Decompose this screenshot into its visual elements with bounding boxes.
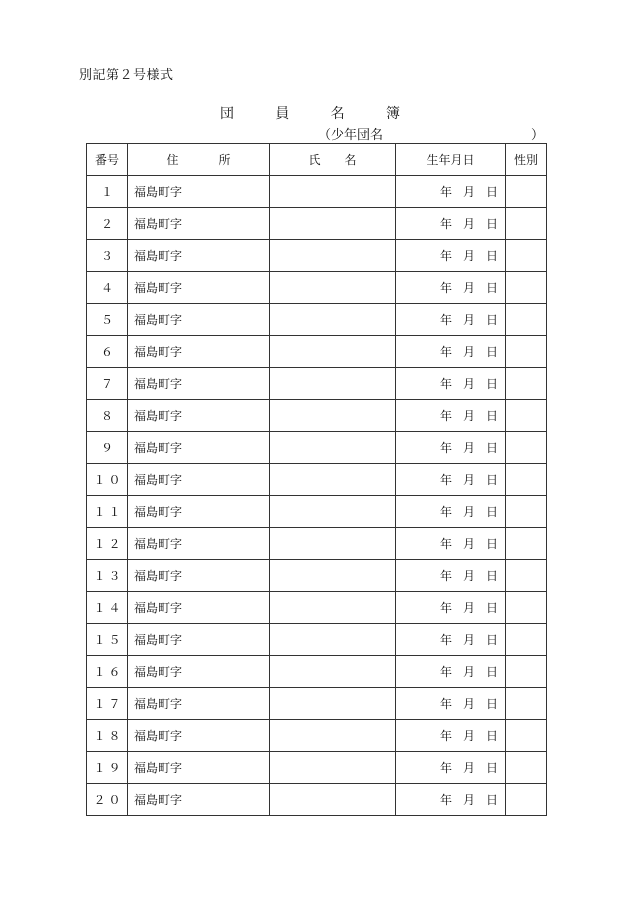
name-cell[interactable]: [270, 592, 396, 624]
header-number: 番号: [87, 144, 128, 176]
name-cell[interactable]: [270, 624, 396, 656]
birthdate-cell[interactable]: [396, 592, 506, 624]
address-cell[interactable]: [128, 496, 270, 528]
date-unit-year: 年: [440, 569, 453, 583]
table-row: [87, 432, 547, 464]
date-unit-month: 月: [462, 313, 475, 327]
table-row: [87, 560, 547, 592]
name-cell[interactable]: [270, 528, 396, 560]
date-unit-day: 日: [485, 249, 498, 263]
sex-cell[interactable]: [506, 560, 547, 592]
name-cell[interactable]: [270, 176, 396, 208]
address-prefix: 福島町字: [134, 441, 183, 455]
table-row: [87, 272, 547, 304]
name-cell[interactable]: [270, 336, 396, 368]
date-unit-day: 日: [485, 505, 498, 519]
sex-cell[interactable]: [506, 656, 547, 688]
date-unit-month: 月: [462, 409, 475, 423]
date-unit-year: 年: [440, 793, 453, 807]
sex-cell[interactable]: [506, 720, 547, 752]
name-cell[interactable]: [270, 784, 396, 816]
row-number: １４: [87, 592, 128, 624]
address-cell[interactable]: [128, 304, 270, 336]
birthdate-cell[interactable]: [396, 336, 506, 368]
table-row: [87, 464, 547, 496]
date-unit-year: 年: [440, 761, 453, 775]
sex-cell[interactable]: [506, 176, 547, 208]
address-cell[interactable]: [128, 464, 270, 496]
date-unit-year: 年: [440, 633, 453, 647]
date-unit-month: 月: [462, 505, 475, 519]
birthdate-cell[interactable]: [396, 624, 506, 656]
address-prefix: 福島町字: [134, 569, 183, 583]
birthdate-cell[interactable]: [396, 496, 506, 528]
sex-cell[interactable]: [506, 496, 547, 528]
group-name-label: （少年団名: [318, 128, 384, 143]
table-row: [87, 656, 547, 688]
address-prefix: 福島町字: [134, 729, 183, 743]
title-char: 員: [275, 106, 290, 122]
table-row: [87, 208, 547, 240]
birthdate-cell[interactable]: [396, 432, 506, 464]
name-cell[interactable]: [270, 304, 396, 336]
date-unit-year: 年: [440, 377, 453, 391]
group-name-close: ）: [530, 128, 544, 143]
date-unit-day: 日: [485, 697, 498, 711]
header-name-char: 名: [344, 153, 357, 167]
row-number: １６: [87, 656, 128, 688]
date-unit-month: 月: [462, 761, 475, 775]
sex-cell[interactable]: [506, 528, 547, 560]
header-address: [128, 144, 270, 176]
title-char: 団: [220, 106, 234, 122]
name-cell[interactable]: [270, 752, 396, 784]
name-cell[interactable]: [270, 208, 396, 240]
date-unit-month: 月: [462, 281, 475, 295]
birthdate-cell[interactable]: [396, 784, 506, 816]
sex-cell[interactable]: [506, 432, 547, 464]
date-unit-month: 月: [462, 601, 475, 615]
address-prefix: 福島町字: [134, 505, 183, 519]
date-unit-month: 月: [462, 665, 475, 679]
date-unit-year: 年: [440, 601, 453, 615]
row-number: １５: [87, 624, 128, 656]
table-row: [87, 496, 547, 528]
table-row: [87, 784, 547, 816]
table-row: [87, 688, 547, 720]
table-row: [87, 368, 547, 400]
row-number: ５: [87, 304, 128, 336]
table-row: [87, 400, 547, 432]
row-number: １: [87, 176, 128, 208]
sex-cell[interactable]: [506, 592, 547, 624]
date-unit-day: 日: [485, 761, 498, 775]
date-unit-month: 月: [462, 345, 475, 359]
table-row: [87, 720, 547, 752]
date-unit-month: 月: [462, 729, 475, 743]
date-unit-month: 月: [462, 793, 475, 807]
table-header-row: [87, 144, 547, 176]
name-cell[interactable]: [270, 688, 396, 720]
address-prefix: 福島町字: [134, 473, 183, 487]
date-unit-day: 日: [485, 185, 498, 199]
sex-cell[interactable]: [506, 400, 547, 432]
date-unit-year: 年: [440, 409, 453, 423]
sex-cell[interactable]: [506, 304, 547, 336]
date-unit-year: 年: [440, 281, 453, 295]
title-char: 名: [330, 106, 345, 122]
address-cell[interactable]: [128, 720, 270, 752]
name-cell[interactable]: [270, 656, 396, 688]
address-prefix: 福島町字: [134, 409, 183, 423]
birthdate-cell[interactable]: [396, 304, 506, 336]
sex-cell[interactable]: [506, 688, 547, 720]
address-cell[interactable]: [128, 176, 270, 208]
birthdate-cell[interactable]: [396, 208, 506, 240]
date-unit-month: 月: [462, 441, 475, 455]
address-cell[interactable]: [128, 528, 270, 560]
date-unit-day: 日: [485, 729, 498, 743]
date-unit-month: 月: [462, 633, 475, 647]
date-unit-year: 年: [440, 697, 453, 711]
table-row: [87, 592, 547, 624]
date-unit-day: 日: [485, 377, 498, 391]
row-number: １２: [87, 528, 128, 560]
row-number: ８: [87, 400, 128, 432]
date-unit-day: 日: [485, 217, 498, 231]
address-prefix: 福島町字: [134, 345, 183, 359]
date-unit-day: 日: [485, 569, 498, 583]
sex-cell[interactable]: [506, 624, 547, 656]
address-cell[interactable]: [128, 208, 270, 240]
date-unit-year: 年: [440, 505, 453, 519]
date-unit-year: 年: [440, 249, 453, 263]
address-prefix: 福島町字: [134, 601, 183, 615]
table-row: [87, 624, 547, 656]
row-number: ３: [87, 240, 128, 272]
name-cell[interactable]: [270, 368, 396, 400]
header-sex: 性別: [506, 144, 547, 176]
address-prefix: 福島町字: [134, 793, 183, 807]
address-cell[interactable]: [128, 784, 270, 816]
birthdate-cell[interactable]: [396, 528, 506, 560]
name-cell[interactable]: [270, 720, 396, 752]
sex-cell[interactable]: [506, 336, 547, 368]
sex-cell[interactable]: [506, 368, 547, 400]
address-prefix: 福島町字: [134, 185, 183, 199]
row-number: ４: [87, 272, 128, 304]
date-unit-year: 年: [440, 313, 453, 327]
address-prefix: 福島町字: [134, 313, 183, 327]
name-cell[interactable]: [270, 432, 396, 464]
birthdate-cell[interactable]: [396, 560, 506, 592]
table-row: [87, 752, 547, 784]
date-unit-day: 日: [485, 281, 498, 295]
address-prefix: 福島町字: [134, 761, 183, 775]
address-prefix: 福島町字: [134, 281, 183, 295]
address-prefix: 福島町字: [134, 665, 183, 679]
row-number: ６: [87, 336, 128, 368]
date-unit-month: 月: [462, 185, 475, 199]
date-unit-year: 年: [440, 345, 453, 359]
name-cell[interactable]: [270, 560, 396, 592]
sex-cell[interactable]: [506, 208, 547, 240]
row-number: １８: [87, 720, 128, 752]
name-cell[interactable]: [270, 240, 396, 272]
header-address-char: 所: [218, 153, 231, 167]
date-unit-month: 月: [462, 249, 475, 263]
row-number: ２０: [87, 784, 128, 816]
address-cell[interactable]: [128, 688, 270, 720]
address-cell[interactable]: [128, 752, 270, 784]
address-prefix: 福島町字: [134, 537, 183, 551]
date-unit-year: 年: [440, 441, 453, 455]
member-roster-table: [86, 143, 547, 816]
row-number: ９: [87, 432, 128, 464]
sex-cell[interactable]: [506, 240, 547, 272]
table-row: [87, 176, 547, 208]
table-row: [87, 304, 547, 336]
name-cell[interactable]: [270, 464, 396, 496]
title-char: 簿: [385, 106, 400, 122]
table-row: [87, 528, 547, 560]
date-unit-day: 日: [485, 345, 498, 359]
address-cell[interactable]: [128, 592, 270, 624]
sex-cell[interactable]: [506, 464, 547, 496]
birthdate-cell[interactable]: [396, 464, 506, 496]
birthdate-cell[interactable]: [396, 688, 506, 720]
birthdate-cell[interactable]: [396, 240, 506, 272]
header-name-char: 氏: [308, 153, 321, 167]
birthdate-cell[interactable]: [396, 400, 506, 432]
date-unit-day: 日: [485, 633, 498, 647]
address-cell[interactable]: [128, 656, 270, 688]
date-unit-year: 年: [440, 185, 453, 199]
group-name-line: [318, 124, 544, 143]
address-cell[interactable]: [128, 240, 270, 272]
header-birthdate: 生年月日: [396, 144, 506, 176]
row-number: １０: [87, 464, 128, 496]
row-number: １７: [87, 688, 128, 720]
form-label: 別記第２号様式: [79, 68, 174, 83]
address-prefix: 福島町字: [134, 249, 183, 263]
date-unit-year: 年: [440, 729, 453, 743]
header-address-char: 住: [166, 153, 179, 167]
date-unit-year: 年: [440, 217, 453, 231]
sex-cell[interactable]: [506, 272, 547, 304]
date-unit-day: 日: [485, 409, 498, 423]
birthdate-cell[interactable]: [396, 368, 506, 400]
name-cell[interactable]: [270, 400, 396, 432]
row-number: ７: [87, 368, 128, 400]
date-unit-day: 日: [485, 441, 498, 455]
document-title: [220, 103, 400, 123]
birthdate-cell[interactable]: [396, 656, 506, 688]
address-cell[interactable]: [128, 336, 270, 368]
address-cell[interactable]: [128, 368, 270, 400]
date-unit-day: 日: [485, 601, 498, 615]
name-cell[interactable]: [270, 496, 396, 528]
row-number: １１: [87, 496, 128, 528]
row-number: １３: [87, 560, 128, 592]
address-cell[interactable]: [128, 432, 270, 464]
date-unit-day: 日: [485, 665, 498, 679]
date-unit-year: 年: [440, 665, 453, 679]
date-unit-day: 日: [485, 793, 498, 807]
address-prefix: 福島町字: [134, 217, 183, 231]
date-unit-month: 月: [462, 697, 475, 711]
name-cell[interactable]: [270, 272, 396, 304]
sex-cell[interactable]: [506, 784, 547, 816]
birthdate-cell[interactable]: [396, 176, 506, 208]
date-unit-month: 月: [462, 217, 475, 231]
address-cell[interactable]: [128, 400, 270, 432]
date-unit-day: 日: [485, 537, 498, 551]
row-number: １９: [87, 752, 128, 784]
table-row: [87, 336, 547, 368]
address-cell[interactable]: [128, 624, 270, 656]
birthdate-cell[interactable]: [396, 752, 506, 784]
date-unit-month: 月: [462, 377, 475, 391]
date-unit-month: 月: [462, 537, 475, 551]
address-prefix: 福島町字: [134, 377, 183, 391]
address-prefix: 福島町字: [134, 697, 183, 711]
date-unit-month: 月: [462, 473, 475, 487]
date-unit-day: 日: [485, 313, 498, 327]
sex-cell[interactable]: [506, 752, 547, 784]
address-prefix: 福島町字: [134, 633, 183, 647]
table-row: [87, 240, 547, 272]
birthdate-cell[interactable]: [396, 272, 506, 304]
date-unit-month: 月: [462, 569, 475, 583]
address-cell[interactable]: [128, 272, 270, 304]
date-unit-day: 日: [485, 473, 498, 487]
row-number: ２: [87, 208, 128, 240]
date-unit-year: 年: [440, 473, 453, 487]
date-unit-year: 年: [440, 537, 453, 551]
address-cell[interactable]: [128, 560, 270, 592]
header-name: [270, 144, 396, 176]
birthdate-cell[interactable]: [396, 720, 506, 752]
